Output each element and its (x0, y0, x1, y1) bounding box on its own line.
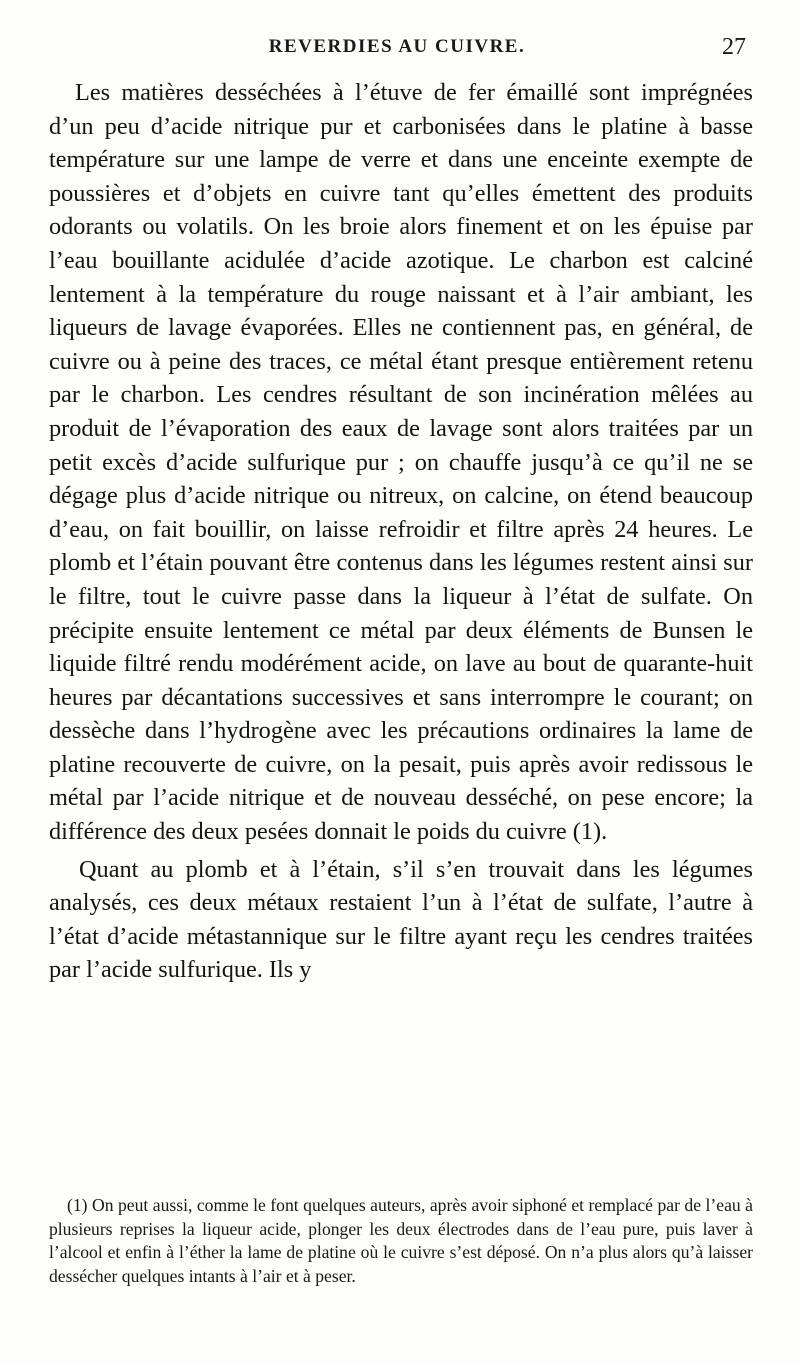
paragraph-1: Les matières desséchées à l’étuve de fer émaillé sont imprégnées d’un peu d’acide nitrique pur et carbonisées dans le platine à basse température sur une lampe de verre et dans une enceinte exempte de poussières et d’objets en cuivre tant qu’elles émettent des produits odorants ou volatils. On les broie alors finement et on les épuise par l’eau bouillante acidulée d’acide azotique. Le charbon est calciné lentement à la température du rouge naissant et à l’air ambiant, les liqueurs de lavage évaporées. Elles ne contiennent pas, en général, de cuivre ou à peine des traces, ce métal étant presque entièrement retenu par le charbon. Les cendres résultant de son incinération mêlées au produit de l’évaporation des eaux de lavage sont alors traitées par un petit excès d’acide sulfurique pur ; on chauffe jusqu’à ce qu’il ne se dégage plus d’acide nitrique ou nitreux, on calcine, on étend beaucoup d’eau, on fait bouillir, on laisse refroidir et filtre après 24 heures. Le plomb et l’étain pouvant être contenus dans les légumes restent ainsi sur le filtre, tout le cuivre passe dans la liqueur à l’état de sulfate. On précipite ensuite lentement ce métal par deux éléments de Bunsen le liquide filtré rendu modérément acide, on lave au bout de quarante-huit heures par décantations successives et sans interrompre le courant; on dessèche dans l’hydrogène avec les précautions ordinaires la lame de platine recouverte de cuivre, on la pesait, puis après avoir redissous le métal par l’acide nitrique et de nouveau desséché, on pese encore; la différence des deux pesées donnait le poids du cuivre (1). (49, 79, 753, 846)
footnote (49, 1194, 753, 1288)
page-header (48, 34, 746, 64)
page-number: 27 (722, 34, 746, 60)
body-text (49, 76, 753, 987)
running-head: REVERDIES AU CUIVRE. (268, 36, 526, 57)
paragraph-2: Quant au plomb et à l’étain, s’il s’en trouvait dans les légumes analysés, ces deux métaux restaient l’un à l’état de sulfate, l’autre à l’état d’acide métastannique sur le filtre ayant reçu les cendres traitées par l’acide sulfurique. Ils y (49, 855, 753, 984)
footnote-text: (1) On peut aussi, comme le font quelques auteurs, après avoir siphoné et remplacé par de l’eau à plusieurs reprises la liqueur acide, plonger les deux électrodes dans de l’eau pure, puis laver à l’alcool et enfin à l’éther la lame de platine où le cuivre s’est déposé. On n’a plus alors qu’à laisser dessécher quelques intants à l’air et à peser. (49, 1195, 753, 1286)
